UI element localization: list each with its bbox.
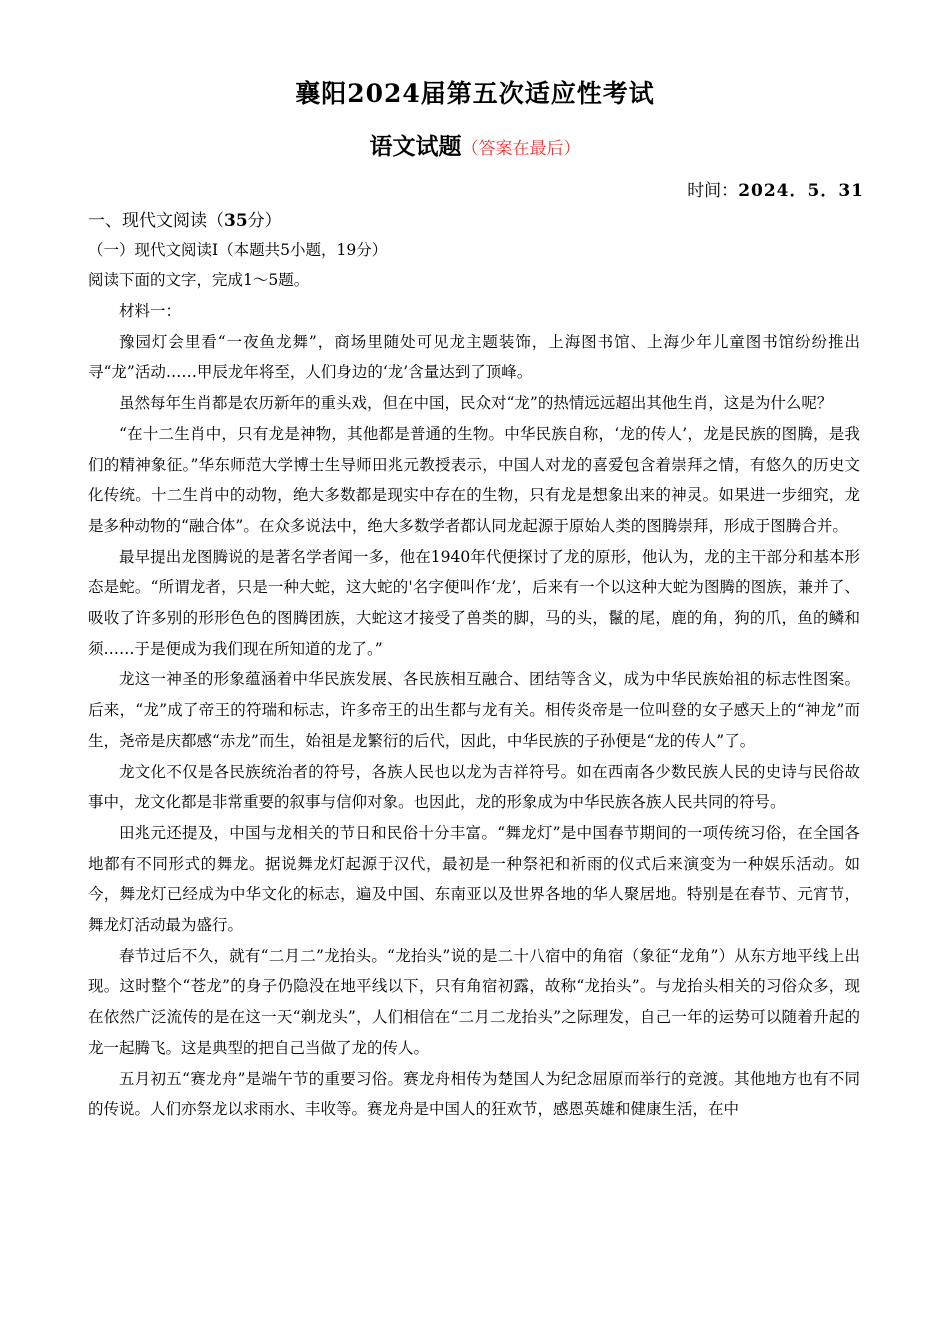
- exam-date-label: 时间：: [687, 181, 739, 201]
- passage-paragraph-7: 田兆元还提及，中国与龙相关的节日和民俗十分丰富。“舞龙灯”是中国春节期间的一项传统习俗，在全国各地都有不同形式的舞龙。据说舞龙灯起源于汉代，最初是一种祭祀和祈雨的仪式后来演变为一种娱乐活动。如今，舞龙灯已经成为中华文化的标志，遍及中国、东南亚以及世界各地的华人聚居地。特别是在春节、元宵节，舞龙灯活动最为盛行。: [88, 823, 860, 935]
- passage-paragraph-2: 虽然每年生肖都是农历新年的重头戏，但在中国，民众对“龙”的热情远远超出其他生肖，这是为什么呢？: [119, 394, 833, 413]
- reading-passage: [88, 296, 860, 1125]
- passage-paragraph-1: 豫园灯会里看“一夜鱼龙舞”，商场里随处可见龙主题装饰，上海图书馆、上海少年儿童图书馆纷纷推出寻“龙”活动……甲辰龙年将至，人们身边的‘龙’含量达到了顶峰。: [88, 332, 860, 382]
- answer-note: （答案在最后）: [461, 139, 581, 159]
- reading-instruction: 阅读下面的文字，完成1～5题。: [88, 271, 310, 289]
- subsection-heading: （一）现代文阅读Ⅰ（本题共5小题，19分）: [88, 241, 388, 259]
- section-heading: [88, 206, 282, 231]
- material-label: 材料一：: [119, 302, 182, 320]
- subject-name: 语文试题: [369, 133, 462, 160]
- section-points: 35: [224, 211, 248, 231]
- subject-title: [0, 128, 950, 161]
- passage-paragraph-4: 最早提出龙图腾说的是著名学者闻一多，他在1940年代便探讨了龙的原形，他认为，龙的主干部分和基本形态是蛇。“所谓龙者，只是一种大蛇，这大蛇的'名字便叫作‘龙’，后来有一个以这种大蛇为图腾的图族，兼并了、吸收了许多别的形形色色的图腾团族，大蛇这才接受了兽类的脚，马的头，鬣的尾，鹿的角，狗的爪，鱼的鳞和须……于是便成为我们现在所知道的龙了。”: [88, 547, 860, 658]
- exam-title: 襄阳2024届第五次适应性考试: [295, 79, 655, 108]
- passage-paragraph-5: 龙这一神圣的形象蕴涵着中华民族发展、各民族相互融合、团结等含义，成为中华民族始祖的标志性图案。后来，“龙”成了帝王的符瑞和标志，许多帝王的出生都与龙有关。相传炎帝是一位叫登的女子感天上的“神龙”而生，尧帝是庆都感“赤龙”而生，始祖是龙繁衍的后代，因此，中华民族的子孙便是“龙的传人”了。: [88, 670, 860, 750]
- passage-paragraph-9: 五月初五“赛龙舟”是端午节的重要习俗。赛龙舟相传为楚国人为纪念屈原而举行的竞渡。其他地方也有不同的传说。人们亦祭龙以求雨水、丰收等。赛龙舟是中国人的狂欢节，感恩英雄和健康生活，在中: [88, 1069, 860, 1119]
- passage-paragraph-8: 春节过后不久，就有“二月二”龙抬头。“龙抬头”说的是二十八宿中的角宿（象征“龙角”）从东方地平线上出现。这时整个“苍龙”的身子仍隐没在地平线以下，只有角宿初露，故称“龙抬头”。与龙抬头相关的习俗众多，现在依然广泛流传的是在这一天“剃龙头”，人们相信在“二月二龙抬头”之际理发，自己一年的运势可以随着升起的龙一起腾飞。这是典型的把自己当做了龙的传人。: [88, 946, 860, 1057]
- section-heading-prefix: 一、现代文阅读（: [88, 211, 224, 231]
- exam-date: [687, 176, 864, 201]
- passage-paragraph-3: “在十二生肖中，只有龙是神物，其他都是普通的生物。中华民族自称，‘龙的传人’，龙是民族的图腾，是我们的精神象征。”华东师范大学博士生导师田兆元教授表示，中国人对龙的喜爱包含着崇拜之情，有悠久的历史文化传统。十二生肖中的动物，绝大多数都是现实中存在的生物，只有龙是想象出来的神灵。如果进一步细究，龙是多种动物的“融合体”。在众多说法中，绝大多数学者都认同龙起源于原始人类的图腾崇拜，形成于图腾合并。: [88, 424, 860, 535]
- section-heading-suffix: 分）: [247, 211, 282, 231]
- passage-paragraph-6: 龙文化不仅是各民族统治者的符号，各族人民也以龙为吉祥符号。如在西南各少数民族人民的史诗与民俗故事中，龙文化都是非常重要的叙事与信仰对象。也因此，龙的形象成为中华民族各族人民共同的符号。: [88, 762, 860, 812]
- exam-date-value: 2024．5．31: [738, 181, 864, 201]
